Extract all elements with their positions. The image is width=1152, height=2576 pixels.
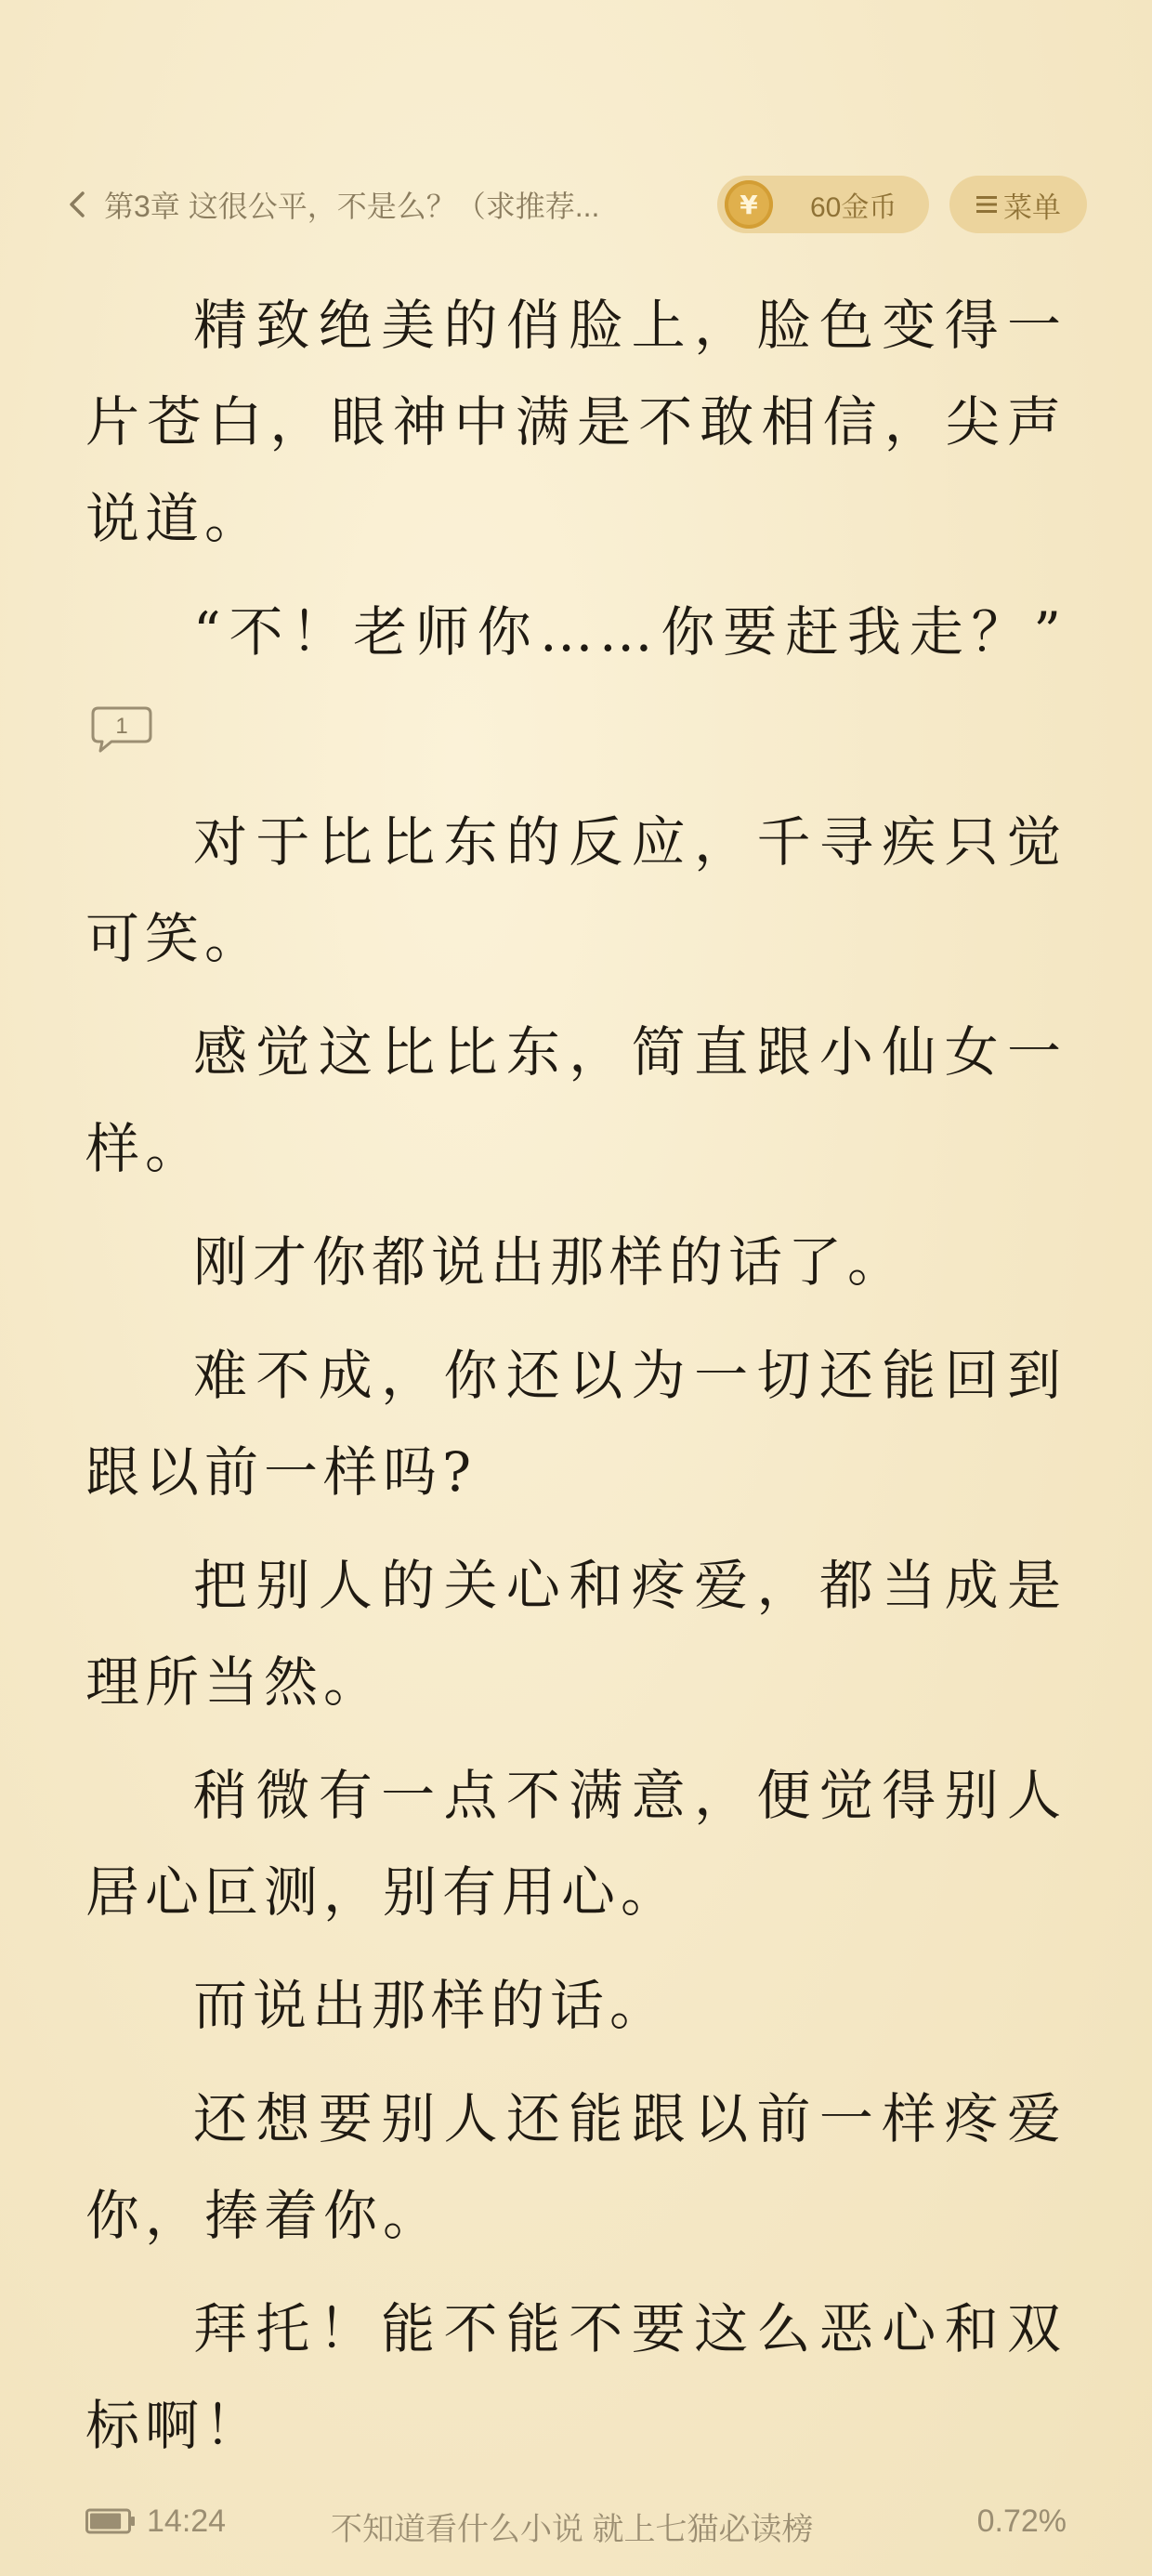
paragraph: 感觉这比比东，简直跟小仙女一样。	[85, 1020, 1067, 1180]
paragraph-with-comment	[85, 584, 1067, 777]
paragraph: 精致绝美的俏脸上，脸色变得一片苍白，眼神中满是不敢相信，尖声说道。	[85, 294, 1067, 550]
reading-progress: 0.72%	[976, 2504, 1067, 2539]
hamburger-icon	[975, 194, 998, 215]
coin-balance-button[interactable]	[717, 176, 929, 233]
paragraph-comment-button[interactable]	[89, 704, 154, 753]
comment-count: 1	[115, 714, 128, 739]
clock-time: 14:24	[147, 2504, 227, 2539]
menu-label: 菜单	[1003, 191, 1061, 224]
chevron-left-icon	[59, 186, 97, 223]
yuan-coin-icon: ¥	[725, 180, 773, 229]
coin-balance-label: 60金币	[810, 192, 897, 223]
paragraph: 还想要别人还能跟以前一样疼爱你，捧着你。	[85, 2087, 1067, 2247]
paragraph: 刚才你都说出那样的话了。	[193, 1230, 908, 1294]
back-button[interactable]	[59, 180, 599, 229]
paragraph: 把别人的关心和疼爱，都当成是理所当然。	[85, 1554, 1067, 1714]
paragraph: 拜托！能不能不要这么恶心和双标啊！	[85, 2297, 1067, 2457]
paragraph: 稍微有一点不满意，便觉得别人居心叵测，别有用心。	[85, 1764, 1067, 1924]
paragraph: 难不成，你还以为一切还能回到跟以前一样吗?	[85, 1344, 1067, 1504]
chapter-title[interactable]: 第3章 这很公平，不是么？（求推荐...	[104, 190, 600, 223]
reader-status-bar	[0, 2492, 1152, 2552]
menu-button[interactable]	[949, 176, 1087, 233]
paragraph: 而说出那样的话。	[193, 1974, 670, 2037]
reader-top-bar	[0, 167, 1152, 242]
chapter-content	[85, 277, 1067, 2491]
battery-icon	[85, 2507, 136, 2535]
promo-banner-text[interactable]: 不知道看什么小说 就上七猫必读榜	[331, 2512, 814, 2547]
paragraph: 对于比比东的反应，千寻疾只觉可笑。	[85, 810, 1067, 970]
paragraph-text: “不！老师你……你要赶我走？”	[193, 600, 1067, 664]
